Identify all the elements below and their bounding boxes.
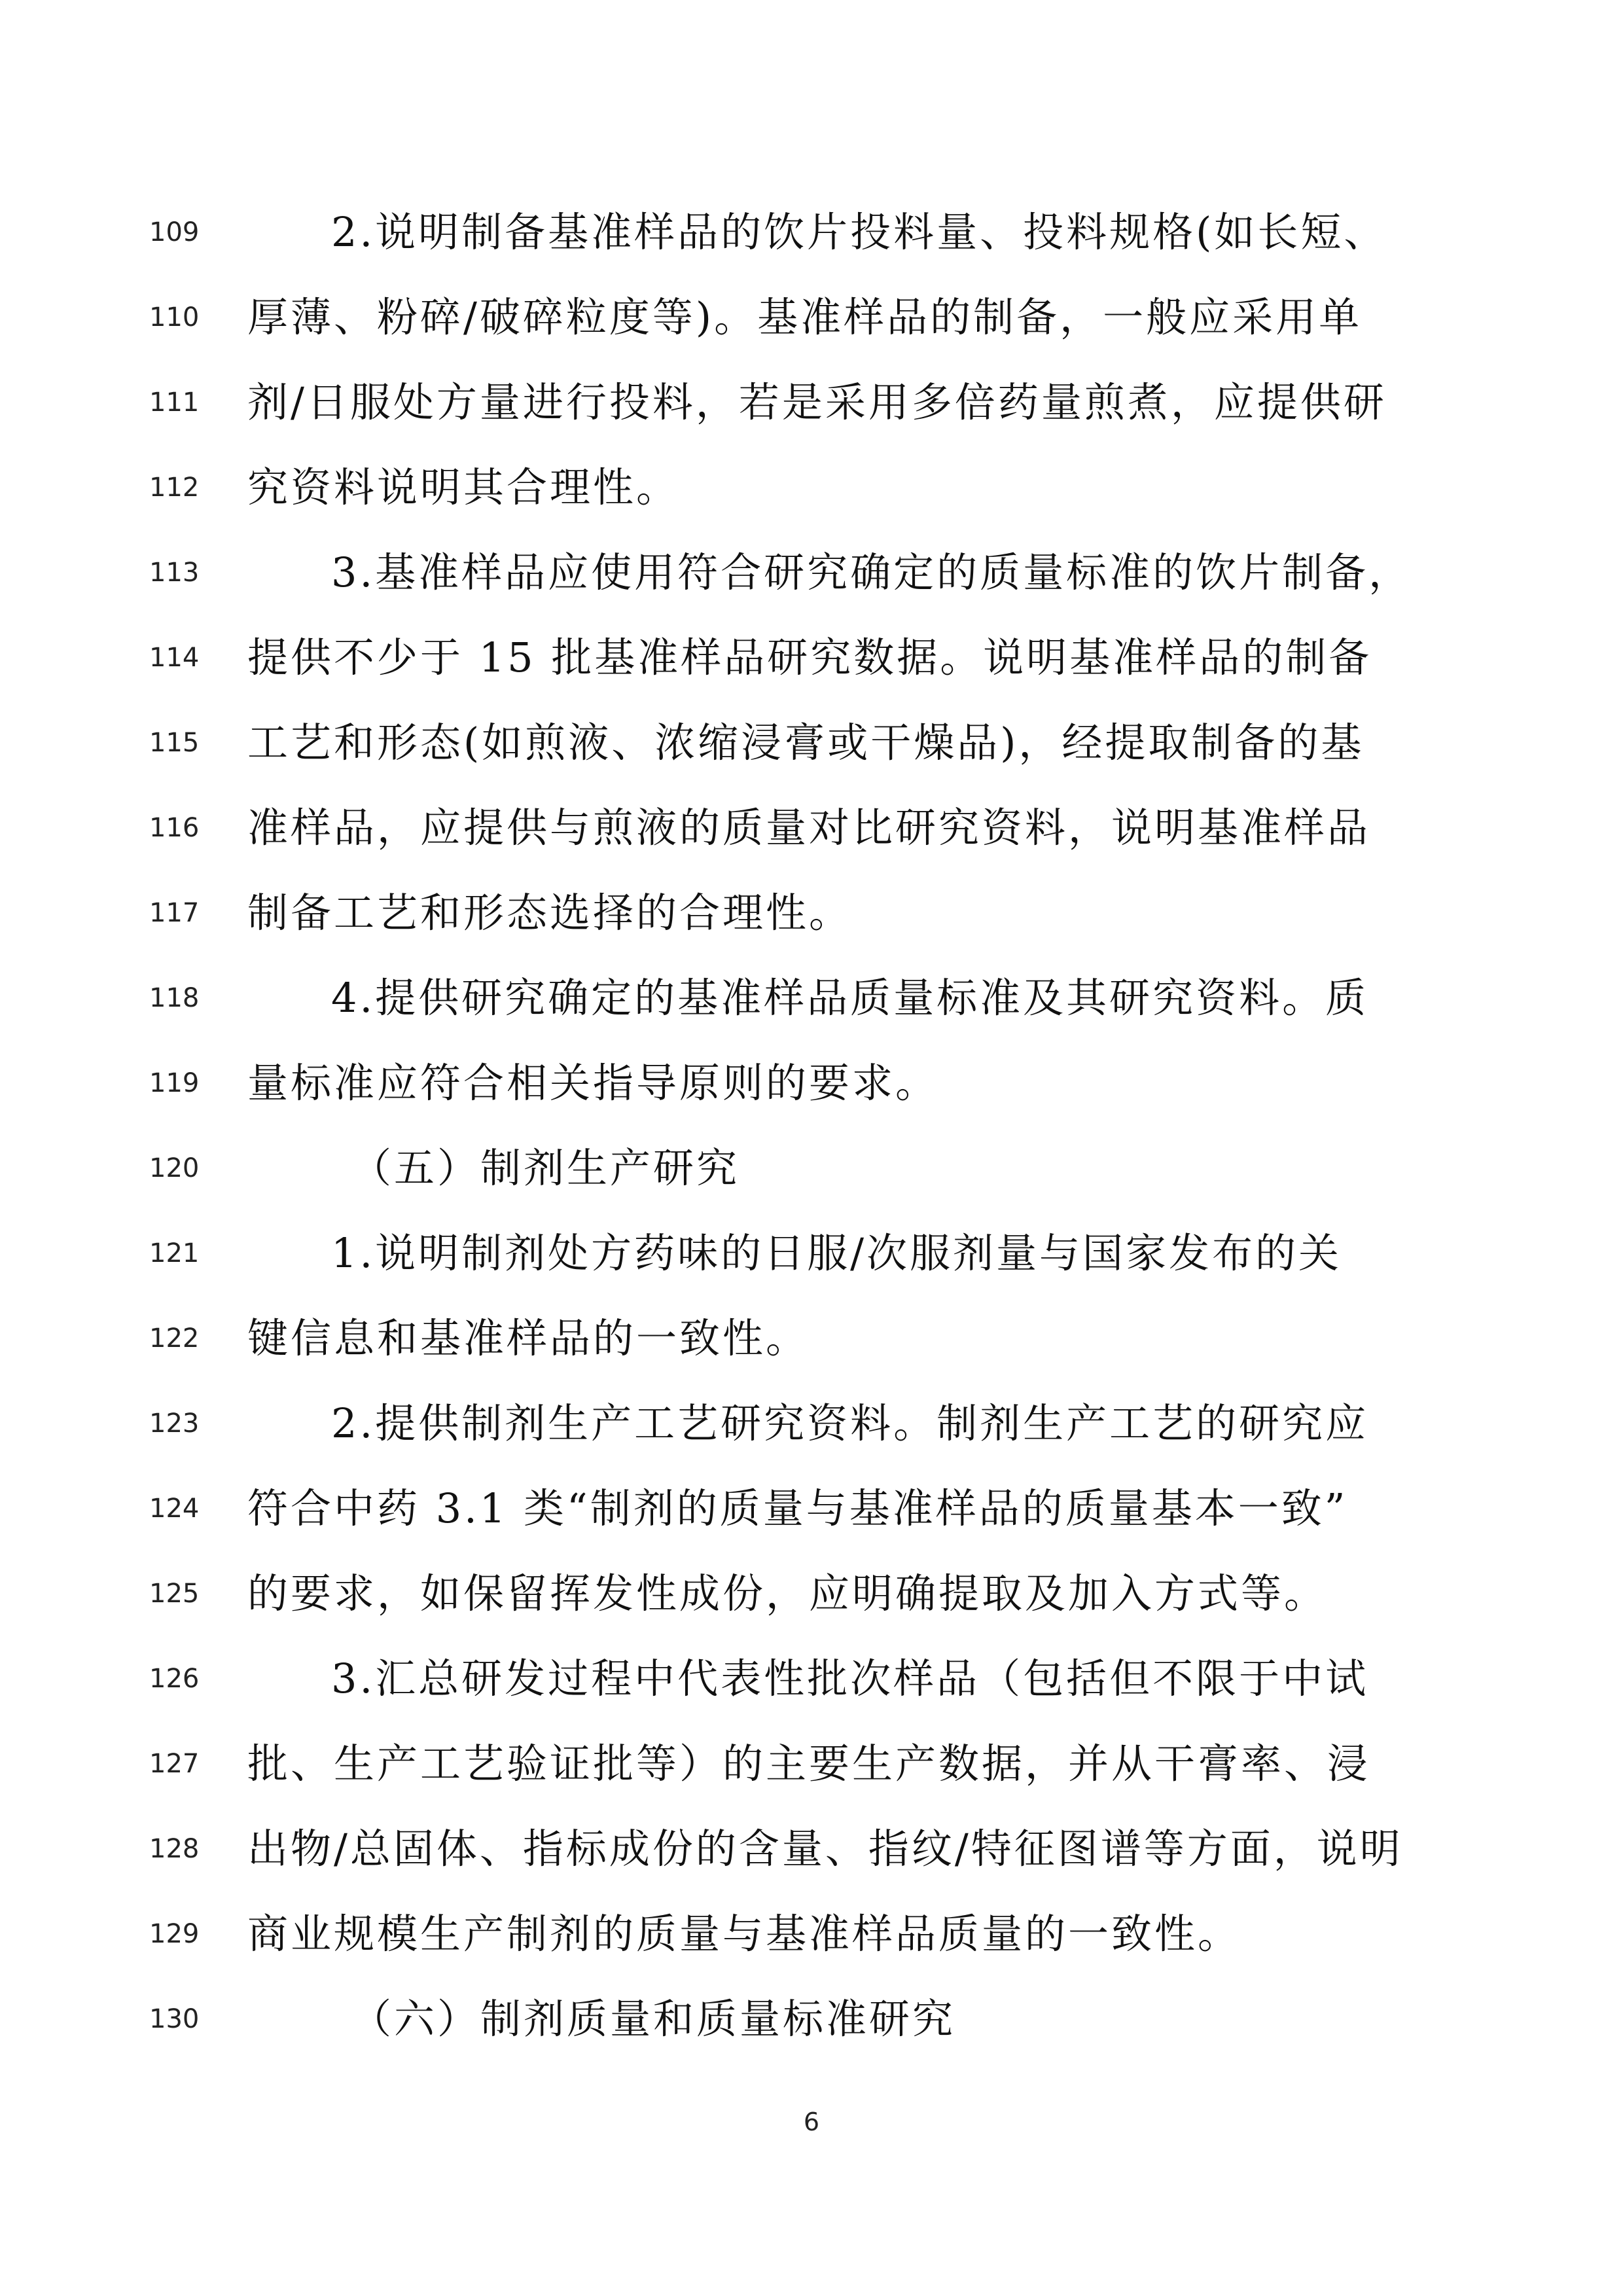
line-number: 116 [149, 813, 200, 843]
line-text: 准样品，应提供与煎液的质量对比研究资料，说明基准样品 [247, 804, 1371, 852]
text-line [0, 785, 1623, 870]
line-text: 究资料说明其合理性。 [247, 463, 680, 511]
text-line [0, 190, 1623, 275]
text-line [0, 1806, 1623, 1892]
page-number: 6 [803, 2108, 820, 2136]
line-text: 的要求，如保留挥发性成份，应明确提取及加入方式等。 [247, 1570, 1328, 1617]
line-text: 键信息和基准样品的一致性。 [247, 1314, 810, 1362]
line-text: 3.基准样品应使用符合研究确定的质量标准的饮片制备， [331, 548, 1412, 596]
line-number: 117 [149, 898, 200, 928]
line-number: 129 [149, 1919, 200, 1949]
line-number: 126 [149, 1664, 200, 1694]
line-text: 3.汇总研发过程中代表性批次样品（包括但不限于中试 [331, 1655, 1369, 1702]
text-line [0, 1041, 1623, 1126]
line-number: 127 [149, 1749, 200, 1779]
line-text: 制备工艺和形态选择的合理性。 [247, 889, 853, 937]
text-line [0, 1381, 1623, 1466]
line-text: 量标准应符合相关指导原则的要求。 [247, 1059, 939, 1107]
line-number: 122 [149, 1323, 200, 1354]
text-line [0, 1721, 1623, 1806]
text-line [0, 275, 1623, 360]
text-line [0, 870, 1623, 956]
text-line [0, 445, 1623, 530]
text-line [0, 1636, 1623, 1721]
section-heading-line [0, 1977, 1623, 2062]
line-number: 120 [149, 1153, 200, 1183]
section-heading-line [0, 1126, 1623, 1211]
line-text: 剂/日服处方量进行投料，若是采用多倍药量煎煮，应提供研 [247, 378, 1387, 426]
line-text: 2.提供制剂生产工艺研究资料。制剂生产工艺的研究应 [331, 1399, 1369, 1447]
line-number: 111 [149, 387, 200, 418]
line-number: 128 [149, 1834, 200, 1864]
line-number: 112 [149, 473, 200, 503]
text-line [0, 1466, 1623, 1551]
text-line [0, 700, 1623, 785]
line-number: 113 [149, 558, 200, 588]
line-text: 2.说明制备基准样品的饮片投料量、投料规格(如长短、 [331, 208, 1387, 256]
text-line [0, 1551, 1623, 1636]
line-number: 123 [149, 1408, 200, 1439]
line-number: 119 [149, 1068, 200, 1098]
text-line [0, 615, 1623, 700]
text-line [0, 360, 1623, 445]
line-number: 124 [149, 1494, 200, 1524]
text-line [0, 1211, 1623, 1296]
text-line [0, 1296, 1623, 1381]
line-number: 118 [149, 983, 200, 1013]
text-line [0, 530, 1623, 615]
line-number: 109 [149, 217, 200, 247]
line-number: 110 [149, 302, 200, 332]
line-text: 符合中药 3.1 类“制剂的质量与基准样品的质量基本一致” [247, 1484, 1348, 1532]
line-text: 提供不少于 15 批基准样品研究数据。说明基准样品的制备 [247, 634, 1372, 681]
line-text: 工艺和形态(如煎液、浓缩浸膏或干燥品)，经提取制备的基 [247, 719, 1364, 766]
line-text: 商业规模生产制剂的质量与基准样品质量的一致性。 [247, 1910, 1241, 1958]
line-text: 1.说明制剂处方药味的日服/次服剂量与国家发布的关 [331, 1229, 1342, 1277]
text-line [0, 956, 1623, 1041]
line-number: 125 [149, 1579, 200, 1609]
line-number: 121 [149, 1238, 200, 1268]
line-text: 4.提供研究确定的基准样品质量标准及其研究资料。质 [331, 974, 1369, 1022]
section-heading: （五）制剂生产研究 [351, 1144, 740, 1192]
section-heading: （六）制剂质量和质量标准研究 [351, 1995, 956, 2043]
line-number: 130 [149, 2004, 200, 2034]
line-text: 批、生产工艺验证批等）的主要生产数据，并从干膏率、浸 [247, 1740, 1371, 1787]
text-line [0, 1892, 1623, 1977]
line-text: 出物/总固体、指标成份的含量、指纹/特征图谱等方面，说明 [247, 1825, 1403, 1873]
line-number: 115 [149, 728, 200, 758]
line-number: 114 [149, 643, 200, 673]
line-text: 厚薄、粉碎/破碎粒度等)。基准样品的制备，一般应采用单 [247, 293, 1363, 341]
